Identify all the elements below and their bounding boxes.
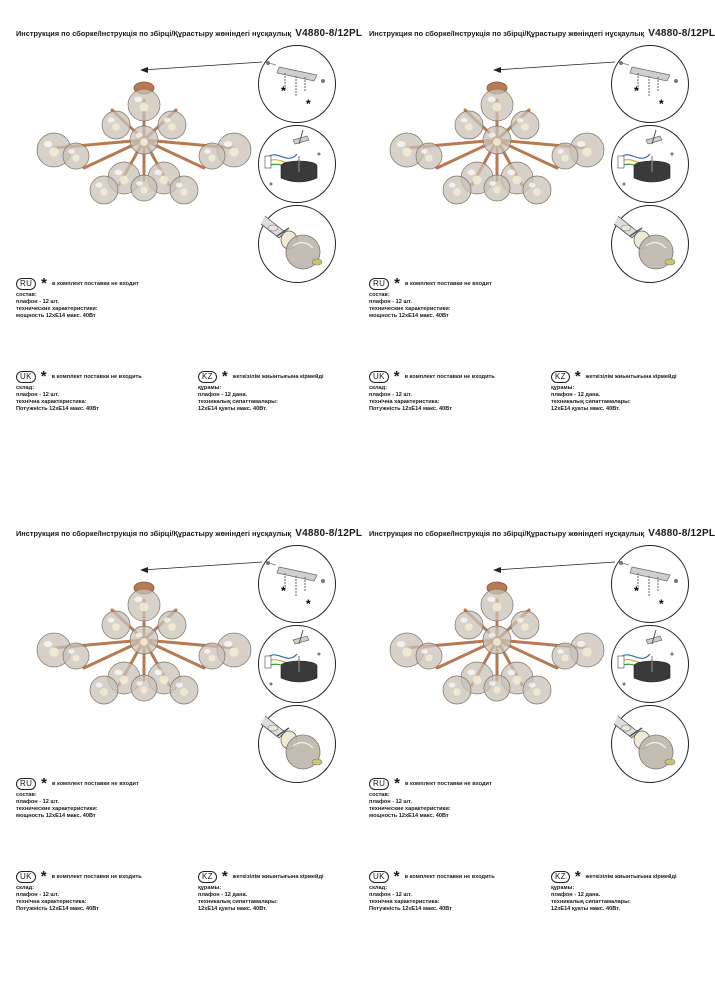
spec-line: технические характеристики:: [369, 806, 451, 812]
spec-line: техникалық сипаттамалары:: [198, 899, 278, 905]
lang-badge-uk: UK: [369, 371, 389, 383]
spec-block-kz: [198, 868, 324, 913]
lang-badge-ru: RU: [369, 278, 389, 290]
asterisk-icon: *: [394, 775, 400, 792]
spec-line: плафон - 12 шт.: [16, 892, 59, 898]
star-callout: *: [659, 97, 664, 111]
chandelier-illustration: [377, 570, 617, 720]
spec-line: Потужність 12xE14 макс. 40Вт: [16, 906, 99, 912]
pointer-arrow: [142, 62, 262, 70]
spec-line: состав:: [16, 792, 37, 798]
spec-line: 12xE14 қуаты макс. 40Вт.: [198, 406, 267, 412]
spec-block-kz: [551, 868, 677, 913]
spec-line: 12xE14 қуаты макс. 40Вт.: [551, 906, 620, 912]
spec-line: құрамы:: [198, 885, 222, 891]
lang-badge-ru: RU: [16, 278, 36, 290]
spec-line: склад:: [16, 385, 35, 391]
mounting-plate-step: [611, 45, 689, 123]
glass-globe: [170, 676, 198, 704]
spec-line: плафон - 12 шт.: [16, 799, 59, 805]
spec-line: Потужність 12xE14 макс. 40Вт: [16, 406, 99, 412]
spec-line: технічна характеристика:: [16, 899, 87, 905]
spec-block-uk: [16, 368, 142, 413]
spec-line: плафон - 12 дана.: [551, 392, 601, 398]
glass-globe: [63, 643, 89, 669]
glass-globe: [481, 89, 513, 121]
spec-block-uk: [16, 868, 142, 913]
pointer-arrowhead: [493, 67, 501, 73]
glass-globe: [455, 611, 483, 639]
chandelier-illustration: [377, 70, 617, 220]
spec-line: мощность 12xE14 макс. 40Вт: [369, 313, 449, 319]
lang-badge-uk: UK: [16, 871, 36, 883]
pointer-arrowhead: [493, 567, 501, 573]
shade-install-step: [611, 705, 689, 783]
glass-globe: [484, 675, 510, 701]
spec-line: 12xE14 қуаты макс. 40Вт.: [198, 906, 267, 912]
glass-globe: [158, 611, 186, 639]
glass-globe: [102, 111, 130, 139]
mounting-plate: [630, 67, 670, 81]
title-text: Инструкция по сборке/Інструкція по збірці/Құрастыру жөніндегі нұсқаулық: [369, 29, 645, 38]
not-included-note: жеткізілім жиынтығына кірмейді: [585, 873, 677, 880]
spec-line: 12xE14 қуаты макс. 40Вт.: [551, 406, 620, 412]
star-callout: *: [659, 597, 664, 611]
spec-line: құрамы:: [551, 885, 575, 891]
chandelier-globes: [390, 89, 604, 204]
model-number: V4880-8/12PL: [295, 528, 363, 539]
star-callout: *: [634, 84, 639, 98]
spec-line: плафон - 12 шт.: [369, 392, 412, 398]
shade-install-step: [258, 205, 336, 283]
star-callout: *: [306, 597, 311, 611]
glass-globe: [128, 89, 160, 121]
spec-line: плафон - 12 шт.: [369, 299, 412, 305]
glass-globe: [199, 643, 225, 669]
asterisk-icon: *: [40, 868, 47, 885]
spec-line: плафон - 12 шт.: [369, 799, 412, 805]
star-callout: *: [281, 584, 286, 598]
chandelier-globes: [37, 589, 251, 704]
lang-badge-kz: KZ: [198, 371, 217, 383]
pointer-arrowhead: [140, 67, 148, 73]
spec-line: құрамы:: [198, 385, 222, 391]
lang-badge-ru: RU: [16, 778, 36, 790]
pointer-arrow: [495, 62, 615, 70]
mounting-plate-step: [611, 545, 689, 623]
model-number: V4880-8/12PL: [295, 28, 363, 39]
spec-line: мощность 12xE14 макс. 40Вт: [16, 313, 96, 319]
instruction-panel: [0, 500, 363, 1000]
spec-line: состав:: [369, 792, 390, 798]
glass-globe: [484, 175, 510, 201]
spec-block-uk: [369, 368, 495, 413]
model-number: V4880-8/12PL: [648, 28, 715, 39]
spec-line: технические характеристики:: [369, 306, 451, 312]
glass-globe: [102, 611, 130, 639]
spec-line: технічна характеристика:: [16, 399, 87, 405]
glass-globe: [443, 176, 471, 204]
spec-line: техникалық сипаттамалары:: [551, 399, 631, 405]
spec-line: склад:: [16, 885, 35, 891]
page-title: [16, 28, 362, 39]
spec-block-kz: [198, 368, 324, 413]
page-title: [16, 528, 362, 539]
spec-block-ru: [369, 275, 492, 320]
asterisk-icon: *: [394, 275, 400, 292]
not-included-note: жеткізілім жиынтығына кірмейді: [585, 373, 677, 380]
spec-line: плафон - 12 шт.: [369, 892, 412, 898]
glass-globe: [552, 143, 578, 169]
mounting-plate-step: [258, 545, 336, 623]
glass-globe: [443, 676, 471, 704]
not-included-note: в комплект поставки не входить: [51, 373, 142, 380]
glass-globe: [483, 626, 511, 654]
mounting-plate: [630, 567, 670, 581]
model-number: V4880-8/12PL: [648, 528, 715, 539]
pointer-arrowhead: [140, 567, 148, 573]
spec-line: плафон - 12 дана.: [551, 892, 601, 898]
title-text: Инструкция по сборке/Інструкція по збірці/Құрастыру жөніндегі нұсқаулық: [16, 529, 292, 538]
spec-line: технические характеристики:: [16, 806, 98, 812]
asterisk-icon: *: [393, 368, 400, 385]
spec-line: плафон - 12 шт.: [16, 299, 59, 305]
glass-globe: [128, 589, 160, 621]
spec-line: Потужність 12xE14 макс. 40Вт: [369, 406, 452, 412]
glass-globe: [158, 111, 186, 139]
spec-line: техникалық сипаттамалары:: [551, 899, 631, 905]
pointer-arrow: [495, 562, 615, 570]
page-title: [369, 528, 715, 539]
glass-globe: [90, 676, 118, 704]
spec-line: құрамы:: [551, 385, 575, 391]
glass-globe: [511, 111, 539, 139]
star-callout: *: [281, 84, 286, 98]
asterisk-icon: *: [41, 775, 47, 792]
chandelier-illustration: [24, 570, 264, 720]
wiring-step: [611, 125, 689, 203]
spec-line: Потужність 12xE14 макс. 40Вт: [369, 906, 452, 912]
glass-globe: [90, 176, 118, 204]
glass-globe: [130, 126, 158, 154]
wiring-step: [258, 125, 336, 203]
glass-globe: [199, 143, 225, 169]
lang-badge-uk: UK: [369, 871, 389, 883]
star-callout: *: [306, 97, 311, 111]
glass-globe: [455, 111, 483, 139]
shade-install-step: [611, 205, 689, 283]
spec-line: техникалық сипаттамалары:: [198, 399, 278, 405]
title-text: Инструкция по сборке/Інструкція по збірці/Құрастыру жөніндегі нұсқаулық: [16, 29, 292, 38]
glass-globe: [130, 626, 158, 654]
spec-line: плафон - 12 дана.: [198, 892, 248, 898]
glass-globe: [131, 675, 157, 701]
spec-line: состав:: [16, 292, 37, 298]
glass-globe: [170, 176, 198, 204]
not-included-note: в комплект поставки не входить: [404, 373, 495, 380]
shade-install-step: [258, 705, 336, 783]
lang-badge-ru: RU: [369, 778, 389, 790]
glass-globe: [483, 126, 511, 154]
not-included-note: жеткізілім жиынтығына кірмейді: [232, 873, 324, 880]
mounting-plate-step: [258, 45, 336, 123]
page-title: [369, 28, 715, 39]
spec-line: склад:: [369, 885, 388, 891]
wiring-step: [611, 625, 689, 703]
mounting-plate: [277, 67, 317, 81]
instruction-panel: [353, 0, 715, 500]
spec-line: плафон - 12 дана.: [198, 392, 248, 398]
chandelier-globes: [37, 89, 251, 204]
instruction-panel: [353, 500, 715, 1000]
mounting-plate: [277, 567, 317, 581]
spec-block-ru: [369, 775, 492, 820]
not-included-note: в комплект поставки не входить: [404, 873, 495, 880]
spec-line: технічна характеристика:: [369, 399, 440, 405]
spec-line: технічна характеристика:: [369, 899, 440, 905]
lang-badge-kz: KZ: [551, 871, 570, 883]
glass-globe: [481, 589, 513, 621]
spec-block-uk: [369, 868, 495, 913]
title-text: Инструкция по сборке/Інструкція по збірці/Құрастыру жөніндегі нұсқаулық: [369, 529, 645, 538]
lang-badge-kz: KZ: [198, 871, 217, 883]
glass-globe: [416, 143, 442, 169]
glass-globe: [63, 143, 89, 169]
asterisk-icon: *: [574, 368, 581, 385]
lang-badge-uk: UK: [16, 371, 36, 383]
chandelier-globes: [390, 589, 604, 704]
glass-globe: [416, 643, 442, 669]
not-included-note: в комплект поставки не входить: [51, 873, 142, 880]
glass-globe: [131, 175, 157, 201]
spec-line: состав:: [369, 292, 390, 298]
not-included-note: в комплект поставки не входит: [405, 280, 492, 287]
lang-badge-kz: KZ: [551, 371, 570, 383]
glass-globe: [511, 611, 539, 639]
not-included-note: жеткізілім жиынтығына кірмейді: [232, 373, 324, 380]
asterisk-icon: *: [574, 868, 581, 885]
not-included-note: в комплект поставки не входит: [405, 780, 492, 787]
spec-block-ru: [16, 275, 139, 320]
instruction-panel: [0, 0, 363, 500]
asterisk-icon: *: [221, 368, 228, 385]
star-callout: *: [634, 584, 639, 598]
glass-globe: [523, 676, 551, 704]
asterisk-icon: *: [393, 868, 400, 885]
pointer-arrow: [142, 562, 262, 570]
not-included-note: в комплект поставки не входит: [52, 280, 139, 287]
spec-block-ru: [16, 775, 139, 820]
wiring-step: [258, 625, 336, 703]
spec-block-kz: [551, 368, 677, 413]
not-included-note: в комплект поставки не входит: [52, 780, 139, 787]
asterisk-icon: *: [40, 368, 47, 385]
spec-line: мощность 12xE14 макс. 40Вт: [16, 813, 96, 819]
glass-globe: [523, 176, 551, 204]
asterisk-icon: *: [41, 275, 47, 292]
spec-line: мощность 12xE14 макс. 40Вт: [369, 813, 449, 819]
asterisk-icon: *: [221, 868, 228, 885]
glass-globe: [552, 643, 578, 669]
chandelier-illustration: [24, 70, 264, 220]
spec-line: технические характеристики:: [16, 306, 98, 312]
spec-line: склад:: [369, 385, 388, 391]
spec-line: плафон - 12 шт.: [16, 392, 59, 398]
